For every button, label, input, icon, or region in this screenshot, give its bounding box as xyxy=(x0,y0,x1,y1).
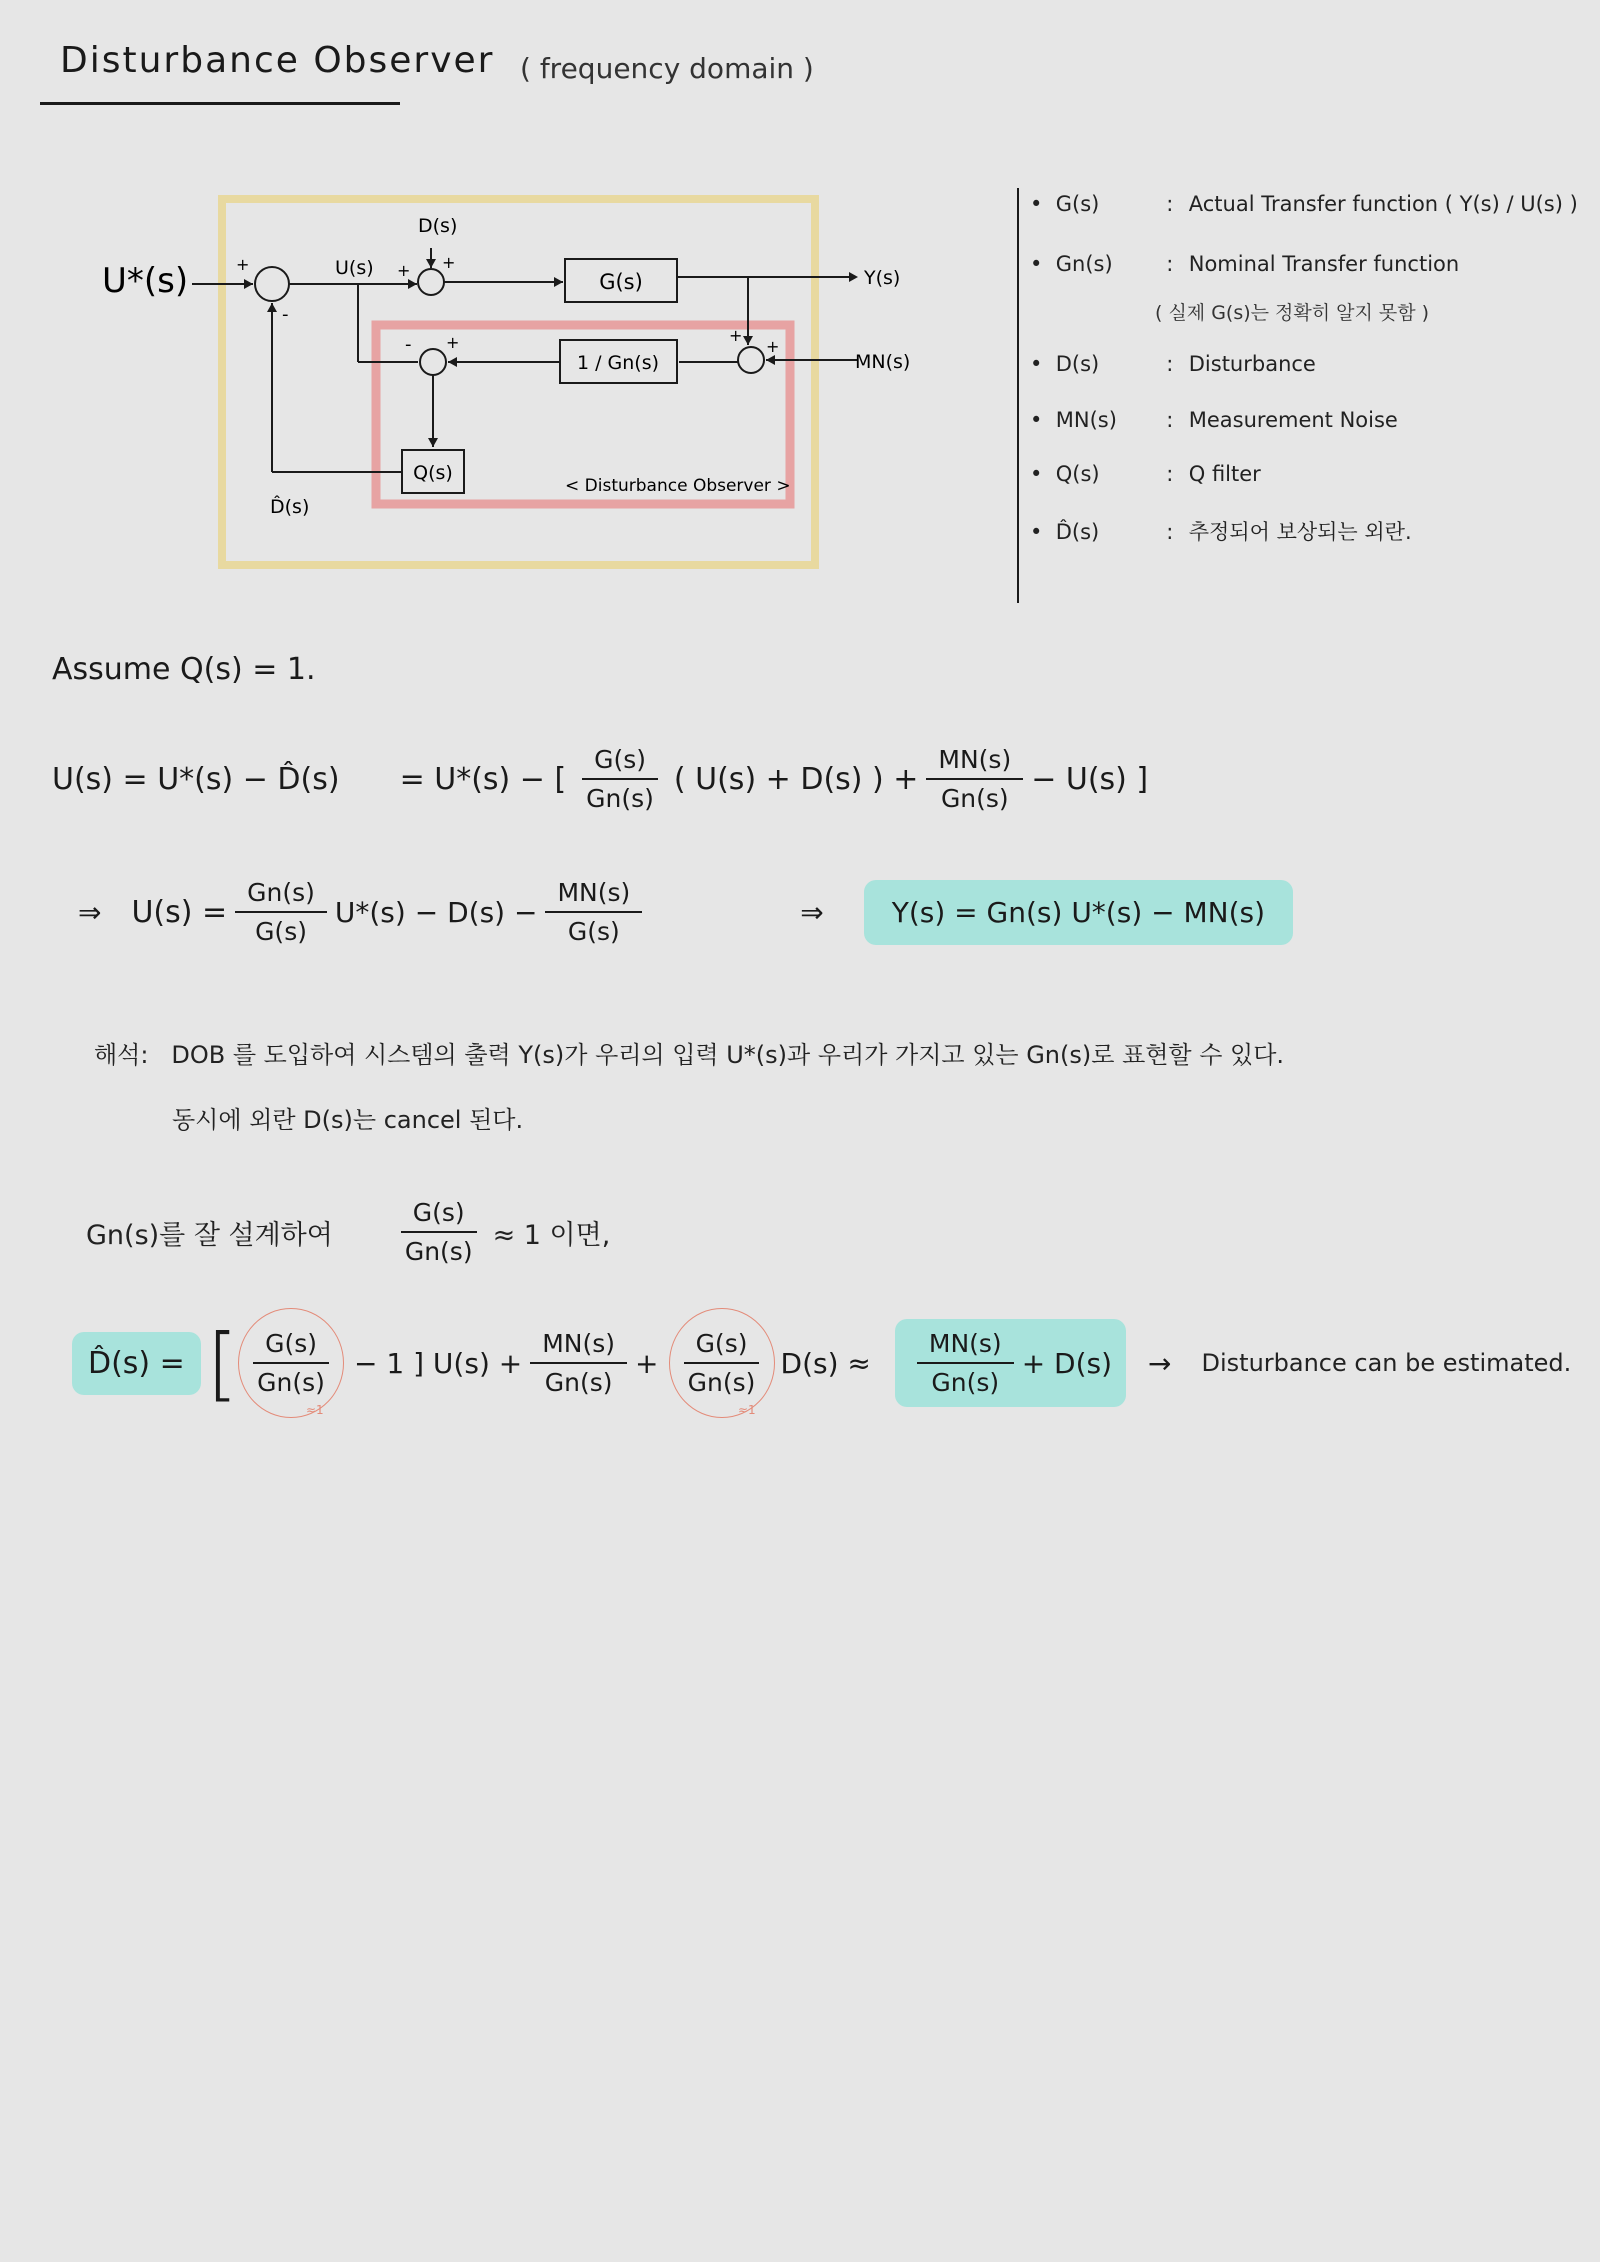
legend-item xyxy=(1030,252,1459,276)
legend-text: 추정되어 보상되는 외란. xyxy=(1188,520,1412,544)
legend-colon: : xyxy=(1166,408,1174,432)
legend-divider xyxy=(1017,188,1019,603)
equation-u-solved xyxy=(78,878,1293,946)
equation-rhs: = U*(s) − [ xyxy=(399,761,567,797)
denominator: Gn(s) xyxy=(687,1368,756,1397)
label-y: Y(s) xyxy=(864,267,901,289)
denominator: Gn(s) xyxy=(931,1368,1000,1397)
numerator: G(s) xyxy=(253,1329,329,1364)
legend-symbol: Q(s) xyxy=(1055,462,1100,486)
outer-loop-box xyxy=(222,199,815,565)
legend-bullet: • xyxy=(1030,352,1043,376)
legend-text: Disturbance xyxy=(1188,352,1316,376)
interpretation-line xyxy=(94,1035,1284,1070)
legend-text: Q filter xyxy=(1188,462,1261,486)
denominator: Gn(s) xyxy=(404,1237,473,1266)
denominator: G(s) xyxy=(255,917,307,946)
label-inverse-nominal: 1 / Gn(s) xyxy=(576,352,660,374)
label-g-block: G(s) xyxy=(599,270,643,294)
sum-junction-observer xyxy=(420,349,446,375)
equation-term: − U(s) ] xyxy=(1031,761,1149,797)
page-title: Disturbance Observer xyxy=(60,40,495,81)
equation-u xyxy=(52,745,1148,813)
equation-term: − 1 ] U(s) + xyxy=(354,1346,523,1380)
legend-bullet: • xyxy=(1030,520,1043,544)
fraction xyxy=(545,878,642,946)
legend-colon: : xyxy=(1166,192,1174,216)
fraction xyxy=(245,1329,337,1397)
legend-colon: : xyxy=(1166,520,1174,544)
legend-bullet: • xyxy=(1030,192,1043,216)
legend-colon: : xyxy=(1166,462,1174,486)
legend-bullet: • xyxy=(1030,252,1043,276)
legend-bullet: • xyxy=(1030,462,1043,486)
circle-mark: ≈1 xyxy=(738,1403,756,1417)
label-dob: < Disturbance Observer > xyxy=(565,476,791,496)
result-highlight: Y(s) = Gn(s) U*(s) − MN(s) xyxy=(864,880,1293,945)
fraction xyxy=(676,1329,768,1397)
fraction xyxy=(393,1198,485,1266)
label-d: D(s) xyxy=(418,215,458,237)
legend-symbol: Gn(s) xyxy=(1055,252,1113,276)
fraction xyxy=(530,1329,627,1397)
label-mn: MN(s) xyxy=(855,351,911,373)
equation-d-hat xyxy=(72,1308,1571,1418)
legend-text: Actual Transfer function ( Y(s) / U(s) ) xyxy=(1188,192,1578,216)
legend-note: ( 실제 G(s)는 정확히 알지 못함 ) xyxy=(1155,302,1430,324)
design-condition xyxy=(86,1198,610,1266)
numerator: MN(s) xyxy=(545,878,642,913)
legend-colon: : xyxy=(1166,252,1174,276)
label-d-hat: D̂(s) xyxy=(270,496,310,518)
estimate-note: Disturbance can be estimated. xyxy=(1201,1349,1572,1377)
legend-symbol: G(s) xyxy=(1055,192,1100,216)
numerator: G(s) xyxy=(684,1329,760,1364)
sum-junction-disturbance xyxy=(418,269,444,295)
fraction xyxy=(917,1329,1014,1397)
numerator: G(s) xyxy=(401,1198,477,1233)
sign-minus: - xyxy=(405,334,412,355)
sign-plus: + xyxy=(397,261,411,280)
estimate-highlight xyxy=(895,1319,1126,1407)
legend-text: Measurement Noise xyxy=(1188,408,1398,432)
denominator: Gn(s) xyxy=(940,784,1009,813)
sign-plus: + xyxy=(446,333,460,352)
interpretation-line: 동시에 외란 D(s)는 cancel 된다. xyxy=(172,1106,524,1134)
numerator: Gn(s) xyxy=(235,878,327,913)
equation-lhs: U(s) = xyxy=(131,894,228,930)
fraction xyxy=(574,745,666,813)
fraction xyxy=(926,745,1023,813)
approx-one-circle xyxy=(669,1308,775,1418)
interpretation-label: 해석: xyxy=(94,1041,149,1069)
sign-plus: + xyxy=(236,255,250,274)
implies-arrow: ⇒ xyxy=(800,895,824,929)
sign-minus: - xyxy=(282,304,289,325)
numerator: MN(s) xyxy=(926,745,1023,780)
label-q-block: Q(s) xyxy=(413,462,453,484)
interpretation-text: DOB 를 도입하여 시스템의 출력 Y(s)가 우리의 입력 U*(s)과 우리가 가지고 있는 Gn(s)로 표현할 수 있다. xyxy=(171,1041,1285,1069)
d-hat-highlight: D̂(s) = xyxy=(72,1332,201,1395)
block-diagram xyxy=(0,0,960,600)
circle-mark: ≈1 xyxy=(306,1403,324,1417)
numerator: MN(s) xyxy=(917,1329,1014,1364)
sum-junction-noise xyxy=(738,347,764,373)
numerator: G(s) xyxy=(582,745,658,780)
sign-plus: + xyxy=(729,326,743,345)
denominator: Gn(s) xyxy=(544,1368,613,1397)
legend-text: Nominal Transfer function xyxy=(1188,252,1460,276)
legend-symbol: MN(s) xyxy=(1055,408,1117,432)
label-u: U(s) xyxy=(335,257,374,279)
numerator: MN(s) xyxy=(530,1329,627,1364)
sum-junction-input xyxy=(255,267,289,301)
assume-statement: Assume Q(s) = 1. xyxy=(52,652,316,687)
legend-item xyxy=(1030,462,1261,486)
open-bracket: [ xyxy=(206,1316,239,1410)
legend-item xyxy=(1030,408,1398,432)
fraction xyxy=(235,878,327,946)
right-arrow: → xyxy=(1148,1346,1172,1380)
design-text: ≈ 1 이면, xyxy=(492,1219,611,1251)
legend-bullet: • xyxy=(1030,408,1043,432)
denominator: G(s) xyxy=(567,917,620,946)
page-subtitle: ( frequency domain ) xyxy=(520,52,814,85)
implies-arrow: ⇒ xyxy=(78,895,102,929)
equation-term: D(s) ≈ xyxy=(780,1346,871,1380)
legend-colon: : xyxy=(1166,352,1174,376)
legend-item xyxy=(1030,192,1578,216)
equation-lhs: U(s) = U*(s) − D̂(s) xyxy=(52,761,340,797)
legend-item xyxy=(1030,516,1412,546)
legend-item xyxy=(1030,352,1316,376)
equation-term: + xyxy=(635,1346,659,1380)
legend-symbol: D̂(s) xyxy=(1055,520,1100,544)
denominator: Gn(s) xyxy=(586,784,654,813)
equation-term: + D(s) xyxy=(1021,1346,1113,1380)
legend-symbol: D(s) xyxy=(1055,352,1100,376)
denominator: Gn(s) xyxy=(257,1368,325,1397)
approx-one-circle xyxy=(238,1308,344,1418)
label-u-star: U*(s) xyxy=(102,261,189,301)
design-text: Gn(s)를 잘 설계하여 xyxy=(86,1219,333,1251)
equation-term: ( U(s) + D(s) ) + xyxy=(673,761,919,797)
equation-term: U*(s) − D(s) − xyxy=(334,895,538,929)
sign-plus: + xyxy=(766,337,780,356)
sign-plus: + xyxy=(442,253,456,272)
